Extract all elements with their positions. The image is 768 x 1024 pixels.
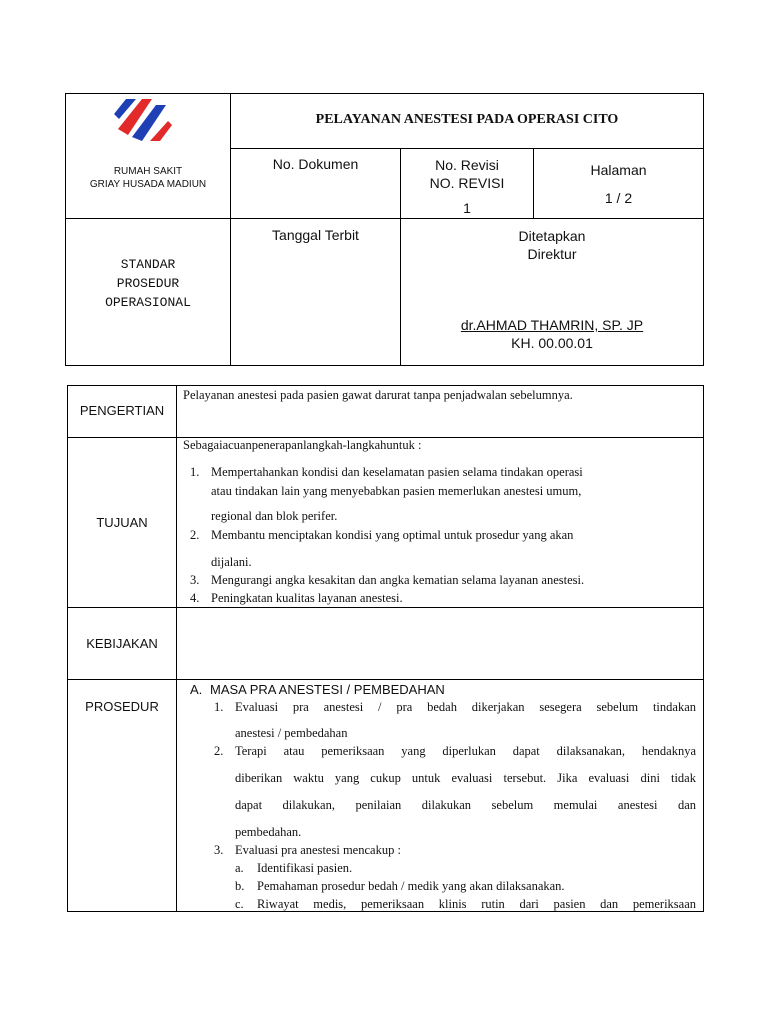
- ditetapkan-cell: [401, 227, 703, 263]
- tujuan-label: TUJUAN: [96, 515, 148, 530]
- director-name: dr.AHMAD THAMRIN, SP. JP: [460, 317, 644, 333]
- tanggal-terbit-label: Tanggal Terbit: [272, 227, 359, 243]
- table-divider: [176, 386, 177, 911]
- halaman-label: Halaman: [590, 162, 647, 178]
- spo-label: [66, 255, 230, 312]
- table-divider: [68, 607, 703, 608]
- prosedur-heading: MASA PRA ANESTESI / PEMBEDAHAN: [210, 682, 445, 697]
- prosedur-item-text: dapat dilakukan, penilaian dilakukan sebelum memulai anestesi dan: [235, 798, 696, 812]
- prosedur-heading-letter: A.: [190, 682, 203, 697]
- ditetapkan-label: Ditetapkan: [518, 228, 586, 244]
- pengertian-label: PENGERTIAN: [79, 403, 165, 418]
- pengertian-text: Pelayanan anestesi pada pasien gawat darurat tanpa penjadwalan sebelumnya.: [183, 388, 573, 402]
- tujuan-item-number: 2.: [190, 528, 200, 542]
- prosedur-subitem-text: Pemahaman prosedur bedah / medik yang akan dilaksanakan.: [257, 879, 565, 893]
- no-revisi-cell: [401, 156, 533, 192]
- hospital-name: [66, 165, 230, 191]
- tujuan-item-text: Peningkatan kualitas layanan anestesi.: [211, 591, 403, 605]
- prosedur-subitem-letter: c.: [235, 897, 244, 911]
- hospital-name-line1: RUMAH SAKIT: [113, 166, 183, 177]
- prosedur-item-text: diberikan waktu yang cukup untuk evaluasi tersebut. Jika evaluasi dini tidak: [235, 771, 696, 785]
- spo-line3: OPERASIONAL: [105, 295, 191, 310]
- no-revisi-number: 1: [463, 200, 471, 216]
- prosedur-subitem-text: Identifikasi pasien.: [257, 861, 353, 875]
- tujuan-item-number: 1.: [190, 465, 200, 479]
- header-divider: [66, 218, 703, 219]
- tujuan-item-text: Mengurangi angka kesakitan dan angka kematian selama layanan anestesi.: [211, 573, 585, 587]
- header-divider: [230, 148, 703, 149]
- tujuan-item-text: dijalani.: [211, 555, 252, 569]
- document-title: PELAYANAN ANESTESI PADA OPERASI CITO: [315, 112, 619, 127]
- prosedur-item-text: Evaluasi pra anestesi mencakup :: [235, 843, 401, 857]
- director-id: KH. 00.00.01: [511, 335, 593, 351]
- kebijakan-label: KEBIJAKAN: [86, 636, 158, 651]
- halaman-cell: [534, 156, 703, 212]
- hospital-logo: [112, 95, 174, 150]
- tujuan-item-text: Mempertahankan kondisi dan keselamatan pasien selama tindakan operasi: [211, 465, 583, 479]
- hospital-name-line2: GRIAY HUSADA MADIUN: [89, 179, 207, 190]
- tujuan-item-number: 4.: [190, 591, 200, 605]
- tujuan-item-number: 3.: [190, 573, 200, 587]
- prosedur-item-number: 1.: [214, 700, 224, 714]
- spo-line2: PROSEDUR: [116, 276, 180, 291]
- prosedur-item-text: anestesi / pembedahan: [235, 726, 348, 740]
- prosedur-item-text: Evaluasi pra anestesi / pra bedah dikerjakan sesegera sebelum tindakan: [235, 700, 696, 714]
- prosedur-subitem-letter: a.: [235, 861, 244, 875]
- no-revisi-label: No. Revisi: [435, 157, 499, 173]
- prosedur-item-number: 3.: [214, 843, 224, 857]
- direktur-label: Direktur: [527, 246, 577, 262]
- no-revisi-value: NO. REVISI: [429, 175, 505, 191]
- table-divider: [68, 679, 703, 680]
- prosedur-item-text: pembedahan.: [235, 825, 302, 839]
- procedure-table: [67, 385, 704, 912]
- prosedur-subitem-letter: b.: [235, 879, 245, 893]
- spo-line1: STANDAR: [120, 257, 176, 272]
- director-signature: [401, 316, 703, 352]
- document-header-table: [65, 93, 704, 366]
- tujuan-item-text: regional dan blok perifer.: [211, 509, 338, 523]
- tujuan-item-text: Membantu menciptakan kondisi yang optimal untuk prosedur yang akan: [211, 528, 574, 542]
- tujuan-item-text: atau tindakan lain yang menyebabkan pasien memerlukan anestesi umum,: [211, 484, 582, 498]
- prosedur-item-text: Terapi atau pemeriksaan yang diperlukan dapat dilaksanakan, hendaknya: [235, 744, 696, 758]
- tujuan-intro: Sebagaiacuanpenerapanlangkah-langkahuntuk :: [183, 438, 422, 452]
- prosedur-item-number: 2.: [214, 744, 224, 758]
- prosedur-label: PROSEDUR: [85, 699, 159, 714]
- no-dokumen-label: No. Dokumen: [272, 156, 359, 172]
- prosedur-subitem-text: Riwayat medis, pemeriksaan klinis rutin dari pasien dan pemeriksaan: [257, 897, 696, 911]
- halaman-value: 1 / 2: [604, 190, 633, 206]
